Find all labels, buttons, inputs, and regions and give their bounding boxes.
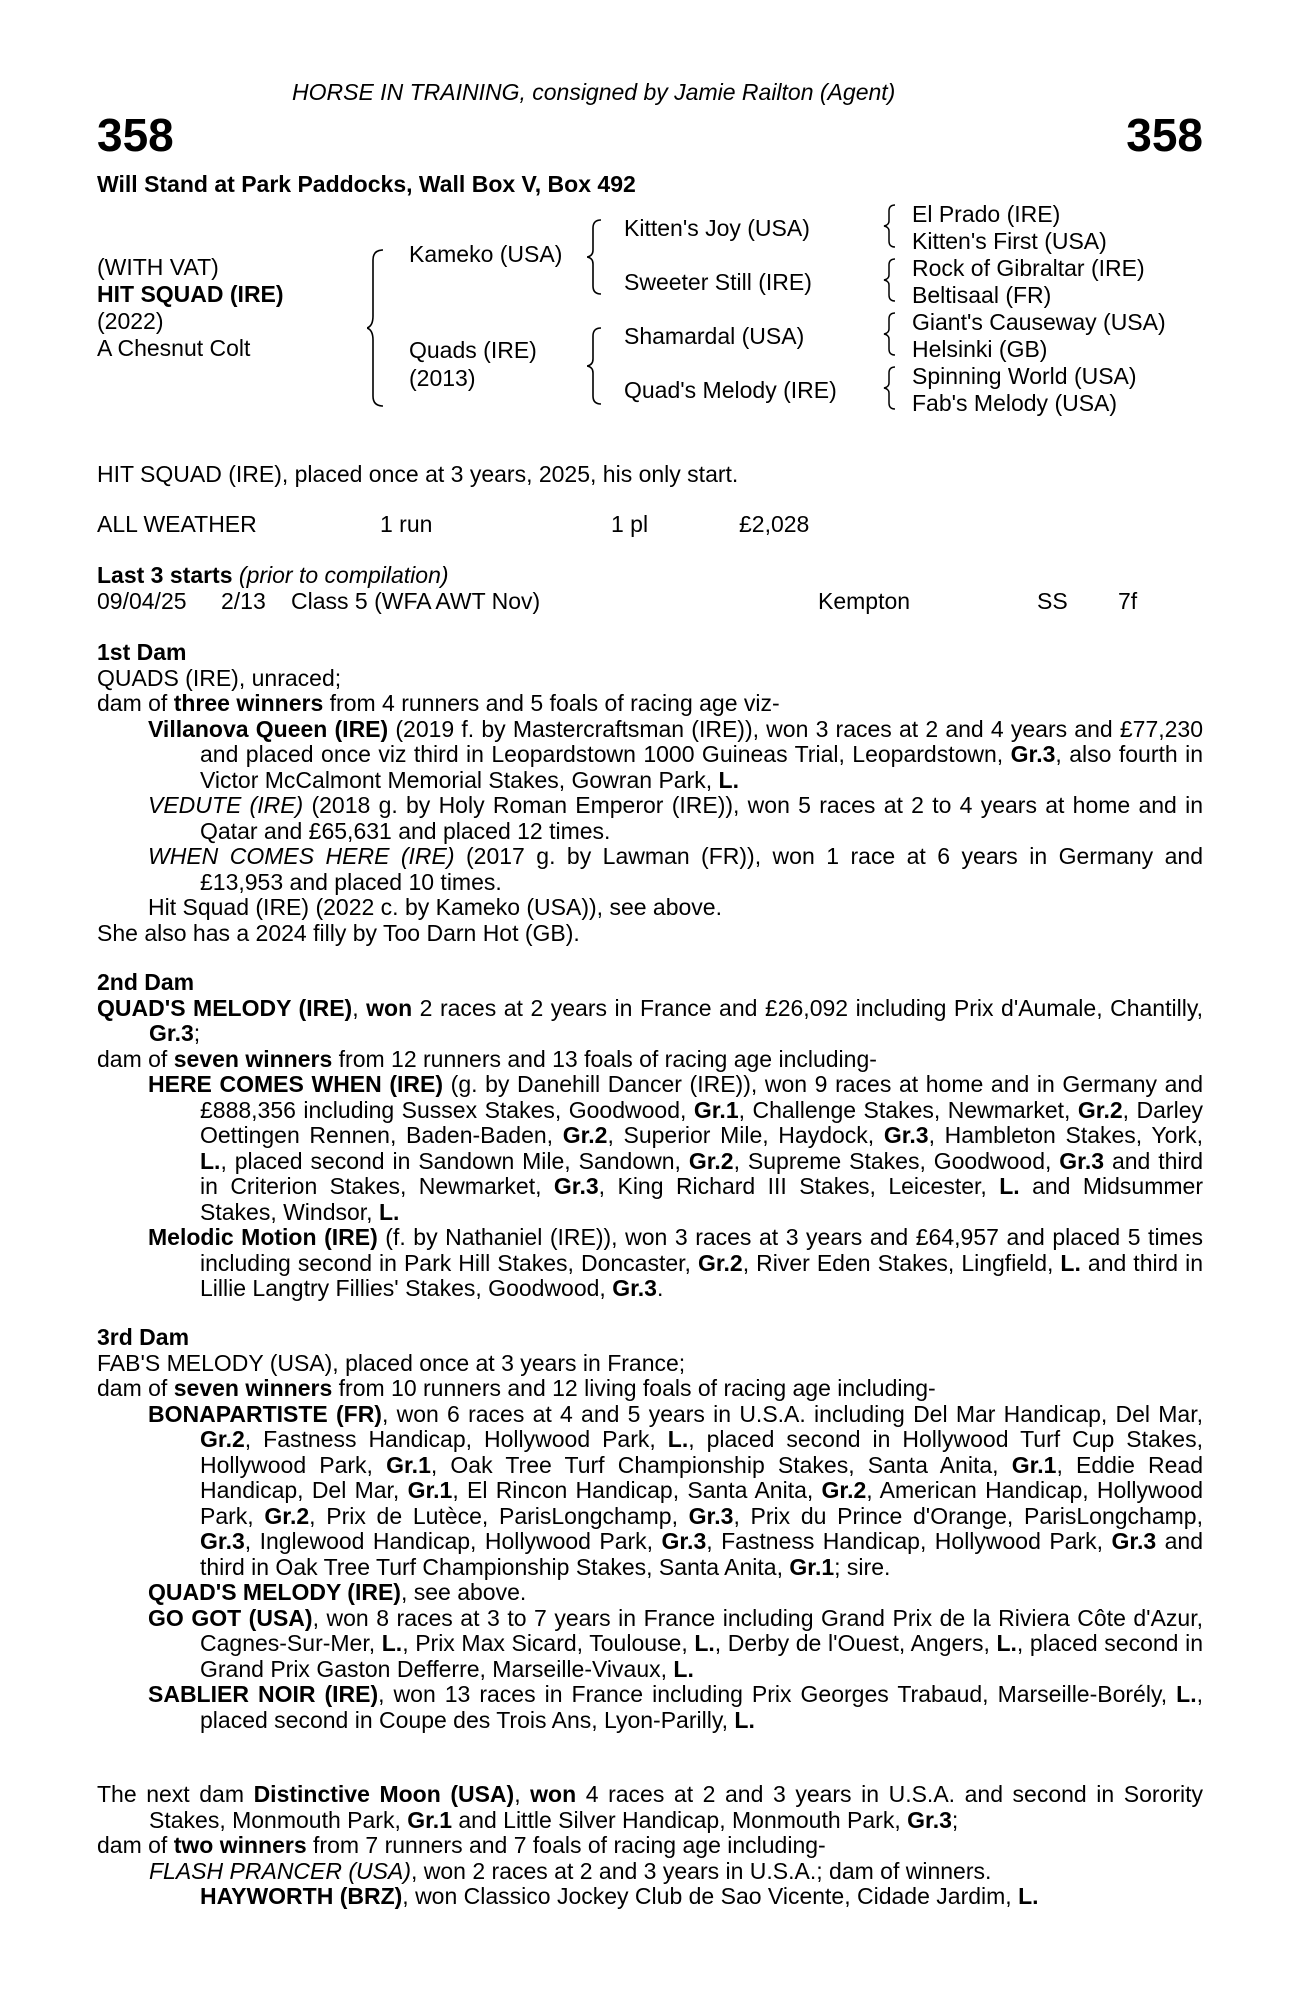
third-dam-entry: SABLIER NOIR (IRE), won 13 races in France including Prix Georges Trabaud, Marseille-Borély, L., placed second in Coupe des Trois Ans, Lyon-Parilly, L. — [148, 1681, 1203, 1733]
last-starts-title: Last 3 starts — [97, 562, 233, 588]
start-course: Kempton — [818, 588, 911, 614]
pedigree-dds: Spinning World (USA) — [912, 363, 1137, 389]
start-distance: 7f — [1118, 588, 1138, 614]
first-dam-entry: Villanova Queen (IRE) (2019 f. by Mastercraftsman (IRE)), won 3 races at 2 and 4 years and £77,230 and placed once viz third in Leopardstown 1000 Guineas Trial, Leopardstown, Gr.3, also fourth in Victor McCalmont Memorial Stakes, Gowran Park, L. — [148, 715, 1203, 793]
third-dam-entry: QUAD'S MELODY (IRE), see above. — [148, 1579, 527, 1605]
third-dam-entry: GO GOT (USA), won 8 races at 3 to 7 years in France including Grand Prix de la Riviera Côte d'Azur, Cagnes-Sur-Mer, L., Prix Max Sicard, Toulouse, L., Derby de l'Ouest, Angers, L., placed second in Grand Prix Gaston Defferre, Marseille-Vivaux, L. — [148, 1604, 1203, 1682]
pedigree-brace-ds — [883, 311, 897, 357]
second-dam-produce: dam of seven winners from 12 runners and 13 foals of racing age including- — [97, 1045, 877, 1072]
lot-number-right: 358 — [1126, 109, 1203, 161]
pedigree-main-brace — [367, 248, 387, 408]
second-dam-intro: QUAD'S MELODY (IRE), won 2 races at 2 years in France and £26,092 including Prix d'Aumale, Chantilly, Gr.3; — [97, 994, 1204, 1046]
catalogue-page — [97, 0, 1203, 2000]
next-dam-produce: dam of two winners from 7 runners and 7 foals of racing age including- — [97, 1832, 826, 1858]
next-dam-section — [97, 1782, 1203, 1910]
pedigree-dsd: Helsinki (GB) — [912, 336, 1048, 362]
first-dam-section — [97, 640, 1203, 946]
record-placings: 1 pl — [611, 511, 649, 537]
race-summary: HIT SQUAD (IRE), placed once at 3 years, 2025, his only start. — [97, 461, 739, 487]
first-dam-produce: dam of three winners from 4 runners and 5 foals of racing age viz- — [97, 690, 780, 716]
pedigree-dam-dam: Quad's Melody (IRE) — [624, 377, 837, 403]
first-dam-entry: VEDUTE (IRE) (2018 g. by Holy Roman Emperor (IRE)), won 5 races at 2 to 4 years at home and in Qatar and £65,631 and placed 12 times. — [148, 792, 1203, 844]
lot-number-left: 358 — [97, 109, 174, 161]
third-dam-produce: dam of seven winners from 10 runners and 12 living foals of racing age including- — [97, 1375, 936, 1401]
first-dam-note: She also has a 2024 filly by Too Darn Hot (GB). — [97, 919, 580, 946]
horse-name: HIT SQUAD (IRE) — [97, 281, 284, 307]
third-dam-entry: BONAPARTISTE (FR), won 6 races at 4 and 5 years in U.S.A. including Del Mar Handicap, Del Mar, Gr.2, Fastness Handicap, Hollywood Park, L., placed second in Hollywood Turf Cup Stakes, Hollywood Park, Gr.1, Oak Tree Turf Championship Stakes, Santa Anita, Gr.1, Eddie Read Handicap, Del Mar, Gr.1, El Rincon Handicap, Santa Anita, Gr.2, American Handicap, Hollywood Park, Gr.2, Prix de Lutèce, ParisLongchamp, Gr.3, Prix du Prince d'Orange, ParisLongchamp, Gr.3, Inglewood Handicap, Hollywood Park, Gr.3, Fastness Handicap, Hollywood Park, Gr.3 and third in Oak Tree Turf Championship Stakes, Santa Anita, Gr.1; sire. — [148, 1400, 1204, 1580]
pedigree-dss: Giant's Causeway (USA) — [912, 309, 1166, 335]
record-earnings: £2,028 — [739, 511, 810, 537]
pedigree-dam-brace — [587, 326, 605, 406]
next-dam-entry: FLASH PRANCER (USA), won 2 races at 2 and 3 years in U.S.A.; dam of winners. — [149, 1857, 992, 1884]
horse-description: A Chesnut Colt — [97, 335, 251, 361]
second-dam-section — [97, 970, 1203, 1302]
third-dam-intro: FAB'S MELODY (USA), placed once at 3 years in France; — [97, 1349, 686, 1376]
second-dam-heading: 2nd Dam — [97, 969, 195, 995]
vat-label: (WITH VAT) — [97, 254, 219, 280]
pedigree-brace-dd — [883, 365, 897, 411]
horse-year: (2022) — [97, 308, 164, 334]
next-dam-intro: The next dam Distinctive Moon (USA), won 4 races at 2 and 3 years in U.S.A. and second in Sorority Stakes, Monmouth Park, Gr.1 and Little Silver Handicap, Monmouth Park, Gr.3; — [97, 1781, 1204, 1833]
stand-location: Will Stand at Park Paddocks, Wall Box V, Box 492 — [97, 171, 636, 197]
second-dam-entry: Melodic Motion (IRE) (f. by Nathaniel (IRE)), won 3 races at 3 years and £64,957 and placed 5 times including second in Park Hill Stakes, Doncaster, Gr.2, River Eden Stakes, Lingfield, L. and third in Lillie Langtry Fillies' Stakes, Goodwood, Gr.3. — [148, 1224, 1203, 1301]
record-runs: 1 run — [380, 511, 433, 537]
pedigree-sss: El Prado (IRE) — [912, 201, 1061, 227]
pedigree-sire-sire: Kitten's Joy (USA) — [624, 215, 810, 241]
start-date: 09/04/25 — [97, 588, 187, 614]
pedigree-sire-brace — [587, 218, 605, 296]
pedigree-dam-sire: Shamardal (USA) — [624, 323, 805, 349]
pedigree-dam-year: (2013) — [409, 365, 476, 391]
next-dam-entry: HAYWORTH (BRZ), won Classico Jockey Club de Sao Vicente, Cidade Jardim, L. — [200, 1883, 1039, 1909]
pedigree-ssd: Kitten's First (USA) — [912, 228, 1107, 254]
pedigree-brace-ss — [883, 203, 897, 249]
third-dam-heading: 3rd Dam — [97, 1324, 190, 1350]
pedigree-brace-sd — [883, 257, 897, 303]
pedigree-sds: Rock of Gibraltar (IRE) — [912, 255, 1145, 281]
pedigree-ddd: Fab's Melody (USA) — [912, 390, 1118, 416]
start-position: 2/13 — [221, 588, 266, 614]
last-starts-note: (prior to compilation) — [238, 562, 449, 588]
pedigree-sire-dam: Sweeter Still (IRE) — [624, 269, 812, 295]
first-dam-entry: Hit Squad (IRE) (2022 c. by Kameko (USA)), see above. — [148, 894, 722, 920]
first-dam-entry: WHEN COMES HERE (IRE) (2017 g. by Lawman (FR)), won 1 race at 6 years in Germany and £13,953 and placed 10 times. — [148, 843, 1203, 895]
start-going: SS — [1037, 588, 1068, 614]
record-surface: ALL WEATHER — [97, 511, 257, 537]
first-dam-heading: 1st Dam — [97, 639, 187, 665]
pedigree-sire: Kameko (USA) — [409, 241, 563, 267]
second-dam-entry: HERE COMES WHEN (IRE) (g. by Danehill Dancer (IRE)), won 9 races at home and in Germany and £888,356 including Sussex Stakes, Goodwood, Gr.1, Challenge Stakes, Newmarket, Gr.2, Darley Oettingen Rennen, Baden-Baden, Gr.2, Superior Mile, Haydock, Gr.3, Hambleton Stakes, York, L., placed second in Sandown Mile, Sandown, Gr.2, Supreme Stakes, Goodwood, Gr.3 and third in Criterion Stakes, Newmarket, Gr.3, King Richard III Stakes, Leicester, L. and Midsummer Stakes, Windsor, L. — [148, 1071, 1204, 1225]
pedigree-sdd: Beltisaal (FR) — [912, 282, 1052, 308]
first-dam-intro: QUADS (IRE), unraced; — [97, 664, 342, 691]
third-dam-section — [97, 1325, 1203, 1733]
page-header-title: HORSE IN TRAINING, consigned by Jamie Railton (Agent) — [292, 79, 896, 105]
last-starts-heading — [97, 563, 449, 588]
pedigree-dam: Quads (IRE) — [409, 337, 537, 363]
start-race: Class 5 (WFA AWT Nov) — [291, 588, 541, 614]
